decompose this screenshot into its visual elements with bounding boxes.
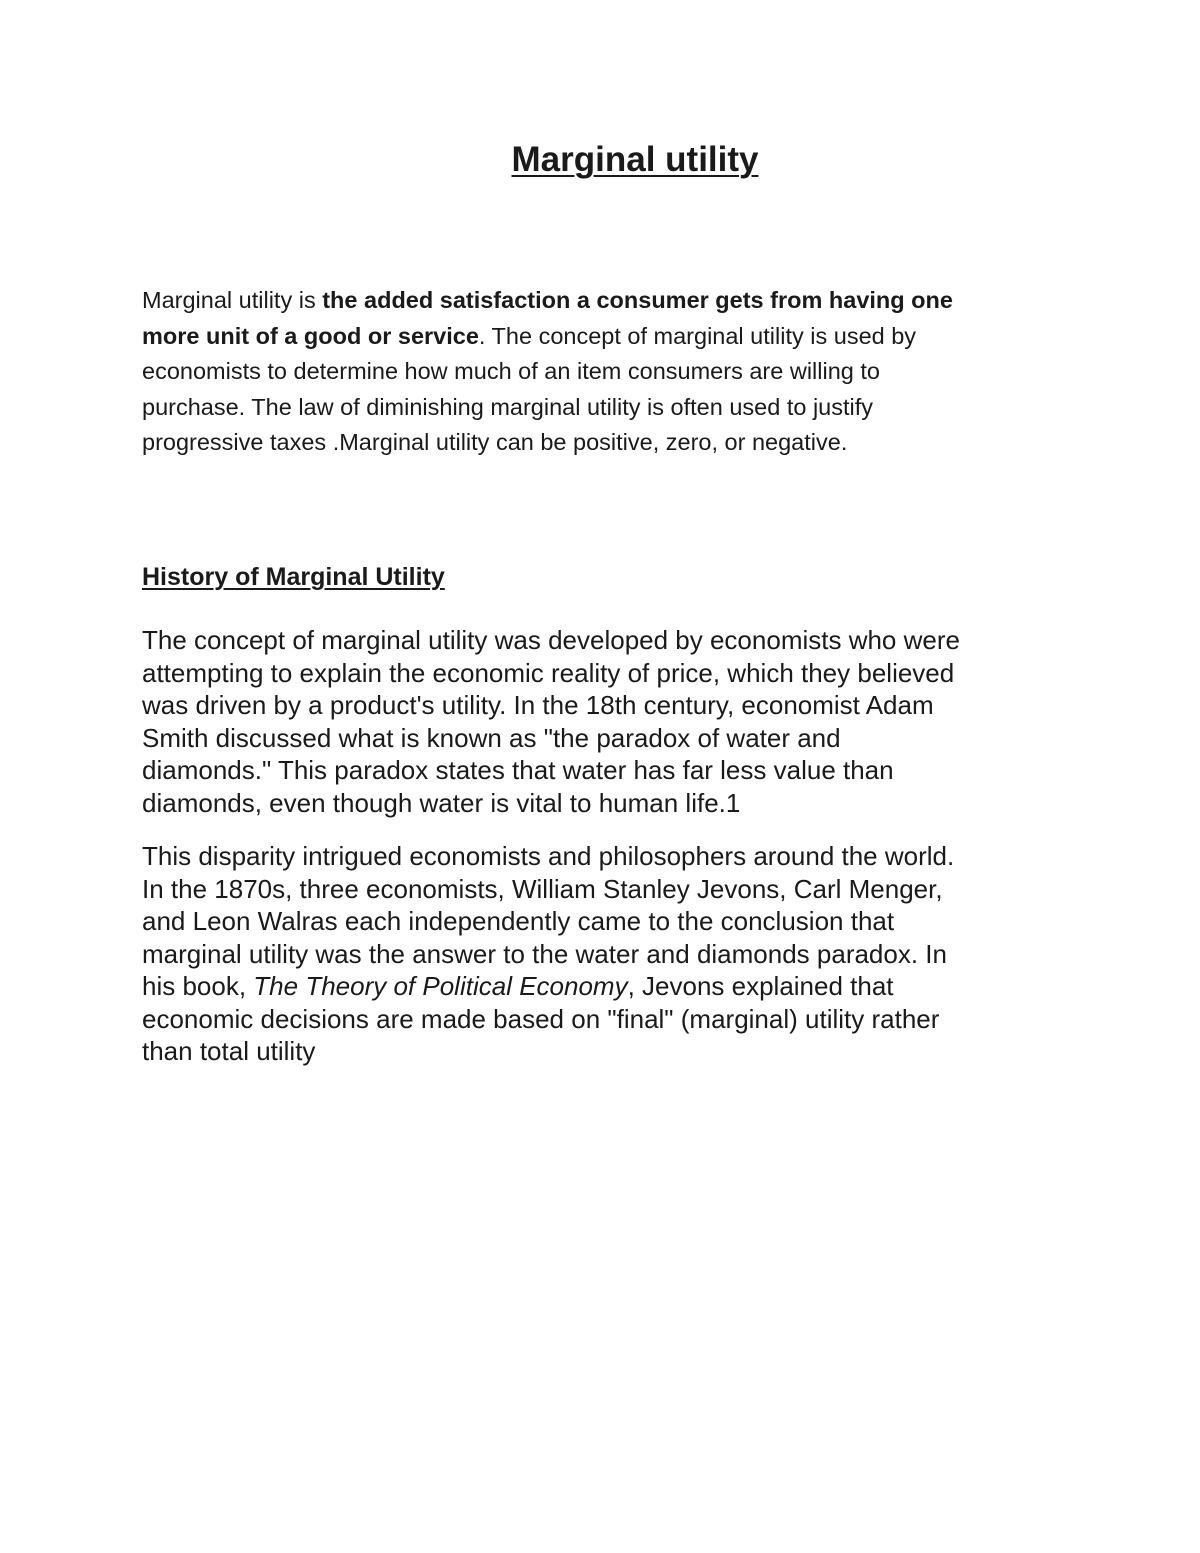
intro-paragraph: [142, 283, 1072, 461]
history-p2-line: This disparity intrigued economists and philosophers around the world.: [142, 841, 955, 871]
history-p1-line: The concept of marginal utility was developed by economists who were: [142, 625, 960, 655]
history-paragraph-1: [142, 624, 1062, 819]
intro-line-2-text: . The concept of marginal utility is used by: [478, 322, 917, 349]
intro-line-5: progressive taxes .Marginal utility can be positive, zero, or negative.: [142, 429, 848, 455]
section-heading-history: History of Marginal Utility: [142, 563, 445, 591]
history-p2-line: In the 1870s, three economists, William Stanley Jevons, Carl Menger,: [142, 873, 943, 904]
intro-line-4: purchase. The law of diminishing marginal utility is often used to justify: [142, 393, 874, 420]
history-p2-line: economic decisions are made based on "final" (marginal) utility rather: [142, 1003, 940, 1034]
history-paragraph-2: [142, 840, 1062, 1068]
intro-line-3: economists to determine how much of an item consumers are willing to: [142, 358, 880, 384]
page-title: Marginal utility: [511, 140, 759, 179]
history-p2-line: and Leon Walras each independently came to the conclusion that: [142, 906, 895, 936]
intro-line-1-bold: the added satisfaction a consumer gets from having one: [322, 287, 953, 313]
history-p1-line: diamonds." This paradox states that water has far less value than: [142, 755, 894, 785]
book-title: The Theory of Political Economy: [253, 971, 628, 1001]
intro-line-1: [142, 283, 1072, 319]
intro-line-1-text: Marginal utility is: [142, 287, 323, 313]
history-p2-line-5-after: , Jevons explained that: [627, 971, 894, 1001]
history-p2-line: than total utility: [142, 1036, 316, 1066]
history-p1-line: diamonds, even though water is vital to human life.1: [142, 787, 741, 818]
intro-line-2-bold: more unit of a good or service: [142, 322, 479, 349]
history-p1-line: was driven by a product's utility. In the 18th century, economist Adam: [142, 690, 934, 720]
intro-line-2: [142, 319, 1072, 355]
history-p1-line: attempting to explain the economic reality of price, which they believed: [142, 657, 955, 688]
history-p2-line-5: [142, 970, 1062, 1003]
history-p2-line-5-before: his book,: [142, 971, 254, 1001]
history-p2-line: marginal utility was the answer to the water and diamonds paradox. In: [142, 938, 947, 969]
history-p1-line: Smith discussed what is known as "the paradox of water and: [142, 722, 841, 753]
